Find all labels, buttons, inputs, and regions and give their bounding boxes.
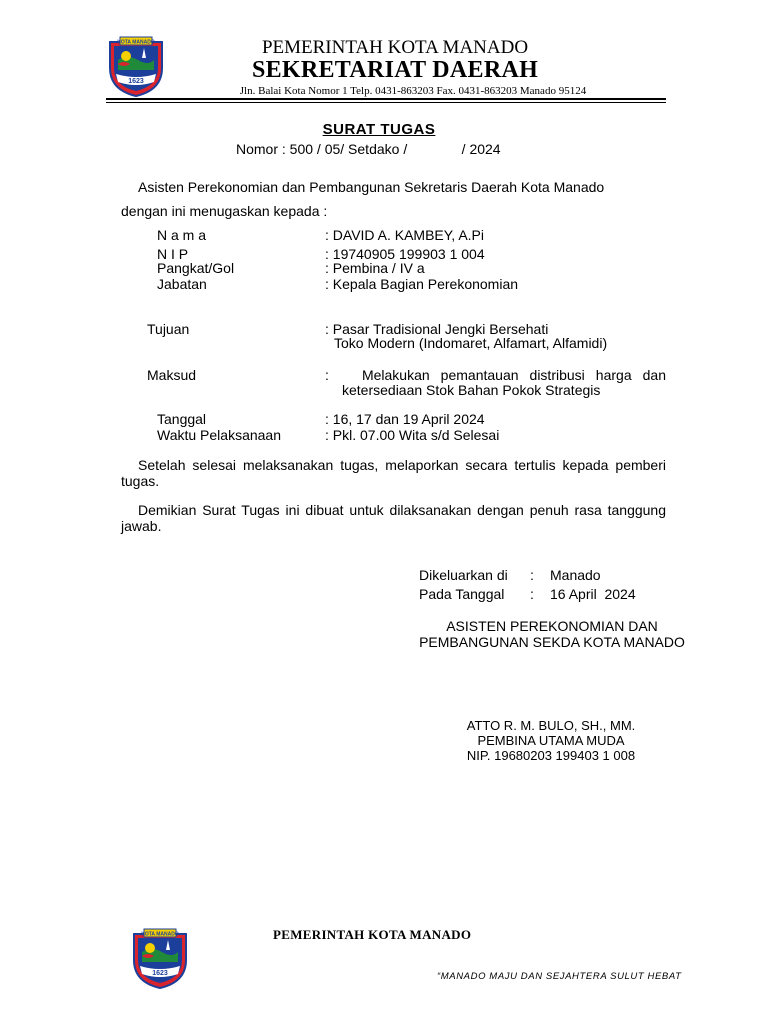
footer-motto: “MANADO MAJU DAN SEJAHTERA SULUT HEBAT: [437, 971, 682, 982]
field-value-nama: : DAVID A. KAMBEY, A.Pi: [325, 227, 484, 243]
field-label-maksud: Maksud: [147, 367, 197, 383]
letterhead-thick-rule: [106, 98, 666, 100]
crest-year-text: 1623: [128, 78, 144, 85]
issued-place-label: Dikeluarkan di: [419, 567, 508, 583]
field-value-tujuan-2: Toko Modern (Indomaret, Alfamart, Alfamidi): [334, 335, 608, 351]
footer-crest-banner-text: KOTA MANADO: [141, 931, 179, 938]
field-label-tanggal: Tanggal: [157, 411, 207, 427]
issued-date-colon: :: [530, 586, 534, 602]
issued-place-colon: :: [530, 567, 534, 583]
issued-date-label: Pada Tanggal: [419, 586, 505, 602]
field-label-tujuan: Tujuan: [147, 321, 190, 337]
issued-date-value: 16 April 2024: [550, 586, 636, 602]
field-label-jabatan: Jabatan: [157, 276, 207, 292]
intro-line-2: dengan ini menugaskan kepada :: [121, 203, 328, 219]
field-label-pangkat: Pangkat/Gol: [157, 260, 235, 276]
field-value-jabatan: : Kepala Bagian Perekonomian: [325, 276, 519, 292]
signatory-office-line-2: PEMBANGUNAN SEKDA KOTA MANADO: [419, 634, 685, 650]
signatory-nip: NIP. 19680203 199403 1 008: [466, 748, 636, 763]
footer-crest-year-text: 1623: [152, 970, 168, 977]
issued-place-value: Manado: [550, 567, 601, 583]
intro-line-1: Asisten Perekonomian dan Pembangunan Sekretaris Daerah Kota Manado: [138, 179, 605, 195]
field-label-nama: N a m a: [157, 227, 207, 243]
closing-paragraph-report: Setelah selesai melaksanakan tugas, melaporkan secara tertulis kepada pemberi tugas.: [121, 457, 666, 489]
footer-city-crest-logo: [128, 926, 192, 990]
field-value-maksud-2: ketersediaan Stok Bahan Pokok Strategis: [342, 382, 601, 398]
field-value-pangkat: : Pembina / IV a: [325, 260, 425, 276]
letterhead-address: Jln. Balai Kota Nomor 1 Telp. 0431-863203 Fax. 0431-863203 Manado 95124: [239, 85, 587, 97]
closing-paragraph-statement: Demikian Surat Tugas ini dibuat untuk dilaksanakan dengan penuh rasa tanggung jawab.: [121, 502, 666, 534]
field-label-waktu: Waktu Pelaksanaan: [157, 427, 281, 443]
document-number: Nomor : 500 / 05/ Setdako / / 2024: [236, 141, 501, 157]
field-value-maksud-1: : Melakukan pemantauan distribusi harga dan: [325, 367, 666, 383]
field-value-tujuan-1: : Pasar Tradisional Jengki Bersehati: [325, 321, 549, 337]
crest-banner-text: KOTA MANADO: [117, 39, 155, 46]
signatory-office-line-1: ASISTEN PEREKONOMIAN DAN: [446, 618, 658, 634]
field-value-maksud: [325, 367, 666, 383]
signatory-rank: PEMBINA UTAMA MUDA: [477, 733, 625, 748]
field-value-tanggal: : 16, 17 dan 19 April 2024: [325, 411, 485, 427]
field-label-nip: N I P: [157, 246, 189, 262]
letterhead-office-name: SEKRETARIAT DAERAH: [251, 57, 539, 83]
field-value-waktu: : Pkl. 07.00 Wita s/d Selesai: [325, 427, 500, 443]
letterhead-thin-rule: [106, 102, 666, 103]
document-title: SURAT TUGAS: [322, 121, 436, 138]
footer-government-name: PEMERINTAH KOTA MANADO: [273, 927, 472, 942]
letterhead-government-name: PEMERINTAH KOTA MANADO: [261, 37, 529, 58]
field-value-nip: : 19740905 199903 1 004: [325, 246, 485, 262]
signatory-name: ATTO R. M. BULO, SH., MM.: [466, 718, 636, 733]
